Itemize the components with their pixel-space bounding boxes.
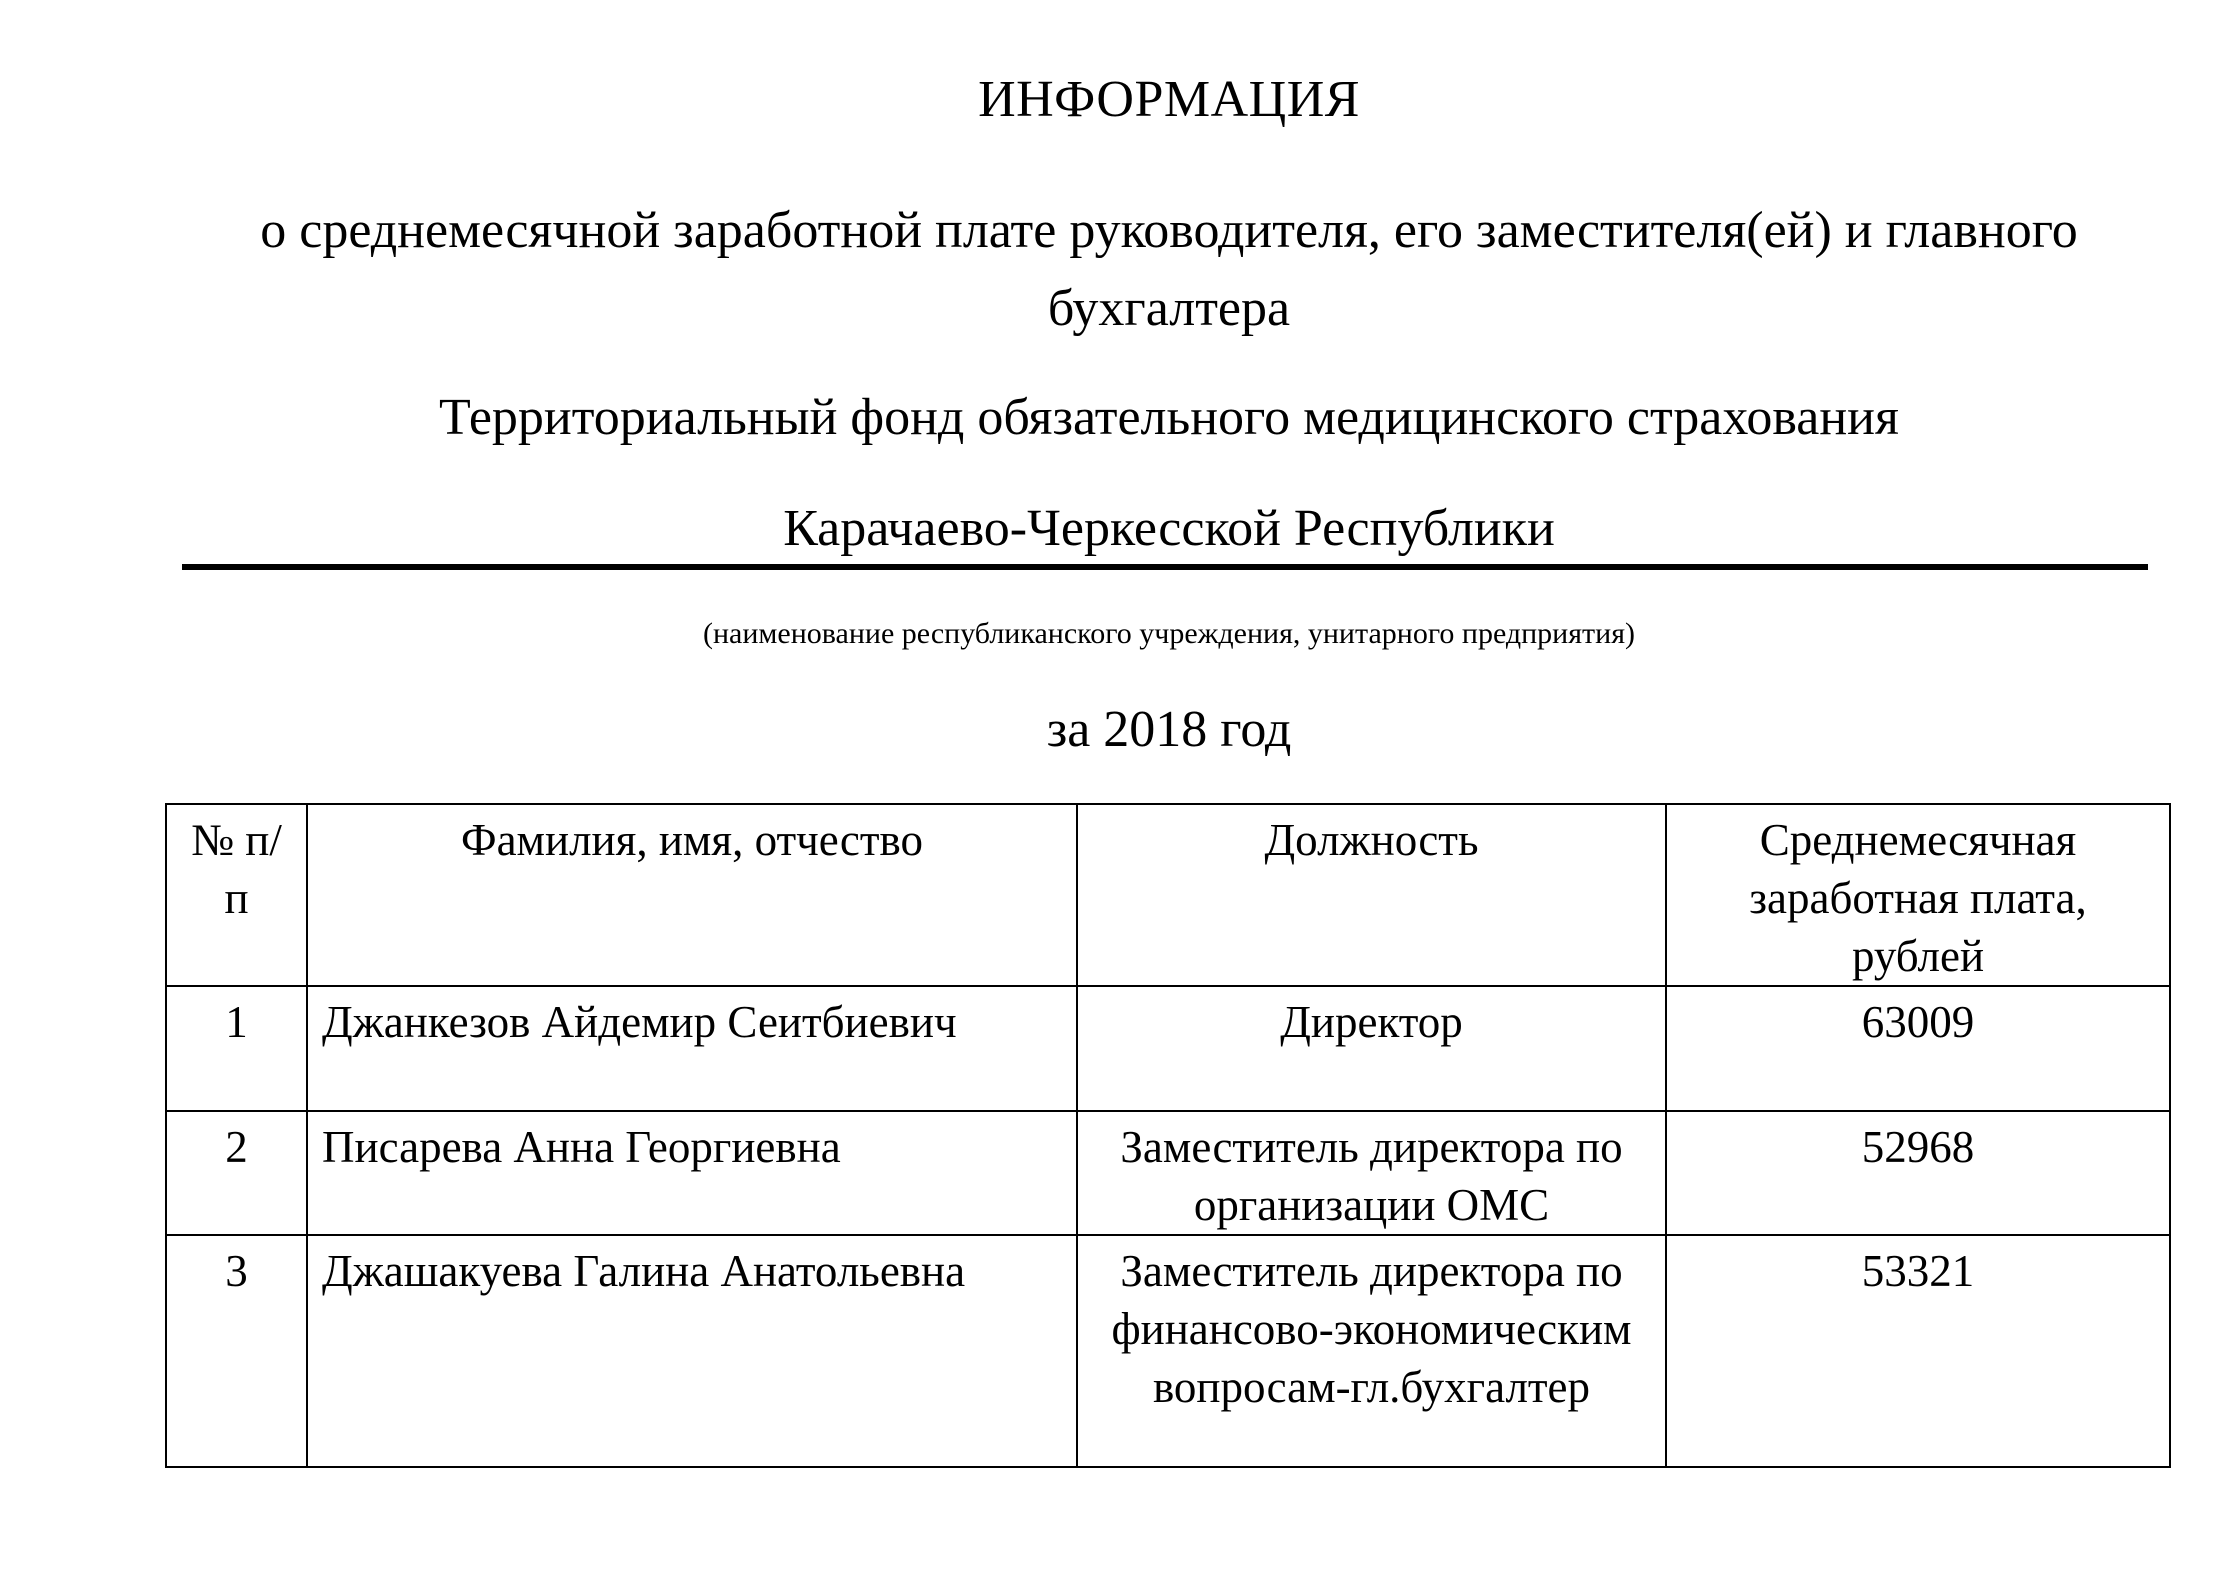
row-full-name: Джанкезов Айдемир Сеитбиевич [307,986,1077,1111]
row-position: Заместитель директора по финансово-экономическим вопросам-гл.бухгалтер [1077,1235,1666,1467]
table-header-row [166,804,2170,986]
organization-underline [182,564,2148,570]
row-position: Директор [1077,986,1666,1111]
table-row [166,1235,2170,1467]
header-position: Должность [1077,804,1666,986]
organization-name-line-1: Территориальный фонд обязательного медицинского страхования [439,389,1899,446]
salary-table [165,803,2171,1468]
document-title: ИНФОРМАЦИЯ [978,71,1360,128]
header-full-name: Фамилия, имя, отчество [307,804,1077,986]
row-number: 2 [166,1111,307,1235]
header-salary: Среднемесячная заработная плата, рублей [1666,804,2170,986]
row-full-name: Джашакуева Галина Анатольевна [307,1235,1077,1467]
row-number: 3 [166,1235,307,1467]
table-row [166,1111,2170,1235]
organization-caption: (наименование республиканского учреждения, унитарного предприятия) [702,617,1635,650]
organization-name-line-2: Карачаево-Черкесской Республики [783,500,1555,557]
header-number: № п/п [166,804,307,986]
row-full-name: Писарева Анна Георгиевна [307,1111,1077,1235]
row-salary: 63009 [1666,986,2170,1111]
row-number: 1 [166,986,307,1111]
row-salary: 52968 [1666,1111,2170,1235]
row-salary: 53321 [1666,1235,2170,1467]
document-subtitle: о среднемесячной заработной плате руководителя, его заместителя(ей) и главного бухгалтера [260,202,2078,337]
row-position: Заместитель директора по организации ОМС [1077,1111,1666,1235]
reporting-period: за 2018 год [1046,701,1292,758]
table-row [166,986,2170,1111]
